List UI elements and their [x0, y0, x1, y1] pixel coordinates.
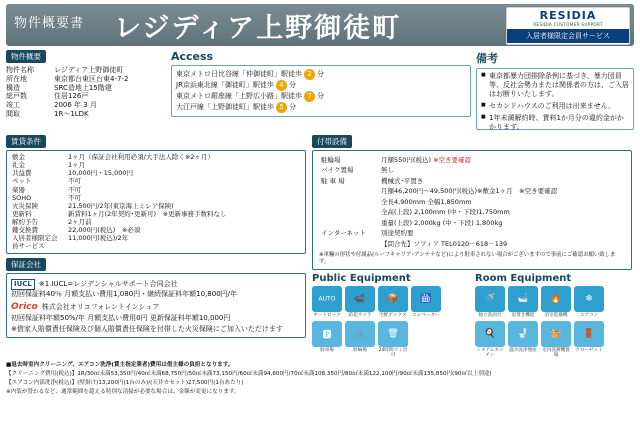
equipment-table: [316, 154, 628, 250]
bicycle-parking-icon: 🚲: [345, 321, 375, 347]
table-row: [9, 186, 303, 194]
remarks-title: 備考: [476, 52, 498, 65]
fee-value: 11,000円(税込)/2年: [68, 234, 129, 243]
fee-key: 火災保険: [12, 201, 38, 210]
access-text: 東京メトロ日比谷線「仲御徒町」駅徒歩: [176, 70, 302, 79]
auto-lock-icon: AUTO: [312, 286, 342, 312]
air-conditioner-icon: ❄: [574, 286, 604, 312]
icon-caption: システムキッチン: [476, 348, 504, 359]
guarantee-panel: [6, 273, 306, 339]
guarantee-column: [6, 258, 306, 339]
remark-item: ■ 東京都暴力団排除条例に基づき、暴力団員等、反社会勢力または関係者の方は、ご入居はお断りいたします。: [481, 72, 629, 99]
facility-icon-item: [508, 321, 538, 358]
guarantee-note: ※借家人賠償責任保険及び個人賠償責任保険を付帯した火災保険にご加入いただけます: [11, 324, 283, 333]
equipment-column: [312, 135, 632, 358]
header-label: 物件概要書: [14, 16, 85, 31]
fee-value: 不可: [68, 185, 81, 194]
row-key: 構造: [6, 83, 20, 92]
access-text: JR京浜東北線「御徒町」駅徒歩: [176, 81, 274, 90]
table-row: [9, 161, 303, 169]
equipment-value: 機械式･平置き: [381, 176, 424, 185]
equipment-caution: ※車輛の形状や付属品(ルーフキャリア･アンテナなど)により駐車されない場合がございますので事前にご確認お願い致します。: [319, 251, 616, 265]
facility-icon-item: [541, 286, 571, 318]
fees-title: 賃貸条件: [6, 135, 46, 148]
icon-caption: 24時間ゴミ出可: [378, 348, 408, 359]
iucl-logo: IUCL: [11, 279, 35, 290]
delivery-box-icon: 📦: [378, 286, 408, 312]
fee-key: SOHO: [12, 193, 32, 202]
overview-column: [6, 50, 166, 130]
remark-item: ■ 1年未満解約時、賃料1か月分の違約金がかかります。: [481, 114, 629, 132]
guarantee-line: 株式会社オリコフォレントインシュア: [41, 302, 160, 311]
access-line: [176, 69, 466, 80]
logo-sub: RESIDIA CUSTOMER SUPPORT: [533, 22, 603, 27]
guarantee-brand-iucl: [11, 279, 301, 290]
fee-key: 更新料: [12, 209, 32, 218]
parking-icon: 🅿: [312, 321, 342, 347]
footnote-line: ■退去時室内クリーニング、エアコン洗浄(賃主指定業者)費用は借主様の負担となります。: [6, 362, 234, 369]
overview-title: 物件概要: [6, 50, 46, 63]
availability-mark: ※空き要確認: [433, 156, 472, 164]
room-equipment-column: [475, 273, 632, 358]
middle-section: [6, 135, 634, 358]
facility-icon-item: [312, 321, 342, 358]
public-equipment-icons: [312, 286, 469, 358]
guarantee-brand-orico: [11, 301, 301, 313]
access-column: [171, 50, 471, 130]
remarks-column: [476, 50, 634, 130]
row-value: 東京都台東区台東4-7-2: [54, 74, 129, 83]
row-key: 物件名称: [6, 66, 34, 74]
overview-list: [6, 66, 166, 119]
icon-caption: 追焚き機能: [511, 312, 535, 318]
fee-value: 1ヶ月（保証会社利用必須/大手法人除く※2ヶ月）: [68, 153, 214, 161]
logo-band: 入居者様限定会員サービス: [507, 29, 629, 43]
access-unit: 分: [288, 81, 296, 90]
icon-caption: オートロック: [313, 312, 341, 318]
top-section: [6, 50, 634, 130]
table-row: [9, 194, 303, 202]
fee-key: 敷金: [12, 153, 25, 161]
room-equipment-title: Room Equipment: [475, 272, 572, 284]
fees-table: [9, 153, 303, 251]
facility-icon-item: [574, 321, 604, 358]
fee-value: 10,000円・15,000円: [68, 169, 133, 178]
parking-detail: 重量(上段) 2,000kg (中・下段) 1,800kg: [381, 218, 503, 227]
parking-detail: 全高(上段) 2,100mm (中・下段)1,750mm: [381, 208, 510, 217]
row-value: SRC造地上15階建: [54, 83, 112, 92]
table-row: [318, 229, 626, 237]
equipment-title: 付帯設備: [312, 135, 352, 148]
table-row: [318, 166, 626, 174]
row-value: レジディア上野御徒町: [54, 66, 124, 74]
guarantee-line: 初回保証料40％ 月額支払い費用1,080円・継続保証料年額10,800円/年: [11, 289, 238, 298]
row-value: 1R～1LDK: [54, 109, 89, 118]
overview-row: [6, 84, 166, 93]
fee-value: 新賃料1ヶ月(2年契約･更新可) ※更新事務手数料なし: [68, 209, 227, 218]
fee-value: 不可: [68, 193, 81, 202]
row-key: 間取: [6, 109, 20, 118]
walk-minutes-badge: 2: [304, 69, 315, 80]
table-row: [9, 169, 303, 177]
icon-caption: エレベーター: [412, 312, 440, 318]
table-row: [318, 156, 626, 164]
fee-key: 礼金: [12, 161, 25, 170]
row-key: 総戸数: [6, 92, 27, 101]
overview-row: [6, 92, 166, 101]
parking-detail: 全長4,900mm 全幅1,850mm: [381, 197, 472, 206]
fee-value: 2ヶ月前: [68, 218, 92, 226]
residia-logo: [506, 7, 630, 45]
property-title: レジディア上野御徒町: [114, 13, 402, 44]
icon-caption: 温水洗浄便座: [509, 348, 537, 354]
overview-row: [6, 75, 166, 84]
remarks-list: [477, 69, 633, 139]
fee-value: 1ヶ月: [68, 161, 86, 170]
fee-key: 楽器: [12, 185, 25, 194]
access-text: 大江戸線「上野御徒町」駅徒歩: [176, 103, 274, 112]
walk-minutes-badge: 5: [276, 102, 287, 113]
facility-icons-section: [312, 273, 632, 358]
fee-key: 鍵交換費: [12, 226, 38, 235]
table-row: [318, 187, 626, 195]
footnote-line: ※内装が替わるなど、通常範囲を超える特別な清掃が必要な場合は、金額が変更になります。: [6, 389, 240, 396]
fees-panel: [6, 150, 306, 254]
overview-row: [6, 66, 166, 75]
table-row: [9, 177, 303, 185]
walk-minutes-badge: 7: [304, 91, 315, 102]
facility-icon-item: [475, 286, 505, 318]
guarantee-line: 初回保証料年額50%/年 月額支払い費用0円 更新保証料年額10,000円: [11, 313, 231, 322]
facility-icon-item: [378, 321, 408, 358]
walk-minutes-badge: 4: [276, 80, 287, 91]
table-row: [9, 210, 303, 218]
overview-row: [6, 101, 166, 110]
internet-key: インターネット: [321, 229, 366, 238]
row-value: 2006 年 3 月: [54, 101, 97, 109]
table-row: [318, 240, 626, 248]
guarantee-line: ※1 IUCL=レジデンシャルサポート合同会社: [38, 279, 178, 288]
facility-icon-item: [574, 286, 604, 318]
access-text: 東京メトロ銀座線「上野広小路」駅徒歩: [176, 92, 302, 101]
table-row: [318, 219, 626, 227]
public-equipment-column: [312, 273, 469, 358]
washstand-icon: 🚿: [475, 286, 505, 312]
washlet-icon: 🚽: [508, 321, 538, 347]
icon-caption: 防犯カメラ: [348, 312, 372, 318]
table-row: [318, 198, 626, 206]
access-unit: 分: [289, 103, 296, 112]
facility-icon-item: [345, 286, 375, 318]
footnote-line: 【クリーニング費用(税込)】1R/30㎡未満53,350円/40㎡未満68,750円/50㎡未満73,150円/60㎡未満94,600円/70㎡未満108,350円/80㎡未満122,100円/90㎡未満135,850円(90㎡以上別途): [6, 371, 492, 378]
orico-logo: Orico: [11, 302, 38, 313]
fee-key: 共益費: [12, 169, 32, 178]
icon-caption: 室内洗濯機置場: [542, 348, 570, 359]
facility-icon-item: [541, 321, 571, 358]
equipment-key: 駐 車 場: [321, 176, 345, 185]
access-unit: 分: [317, 92, 324, 101]
row-value: 住居126戸: [54, 92, 89, 101]
fee-key: 入居者様限定会員サービス: [12, 234, 58, 251]
footnote-line: 【エアコン内部洗浄(税込)】(壁掛け)13,200円(1台のみ)/(天井カセット)27,500円(1台あたり): [6, 380, 244, 387]
document-header: [6, 4, 634, 46]
parking-detail: 月額46,200円～49,500円(税込)※敷金1ヶ月 ※空き要確認: [381, 187, 558, 196]
access-panel: [171, 65, 471, 117]
fee-key: 解約予告: [12, 218, 38, 226]
facility-icon-item: [312, 286, 342, 318]
fee-value: 不可: [68, 177, 81, 186]
icon-caption: 駐車場: [320, 348, 334, 354]
equipment-panel: [312, 150, 632, 270]
table-row: [9, 153, 303, 161]
table-row: [9, 218, 303, 226]
footnotes: [6, 361, 634, 396]
public-equipment-title: Public Equipment: [312, 272, 411, 284]
security-camera-icon: 📹: [345, 286, 375, 312]
garbage-icon: 🗑: [378, 321, 408, 347]
overview-row: [6, 110, 166, 119]
system-kitchen-icon: 🍳: [475, 321, 505, 347]
equipment-value: 無し: [381, 166, 394, 175]
fees-column: [6, 135, 306, 358]
contact-info: 【問合先】ソフィア TEL0120－618－139: [381, 239, 508, 248]
elevator-icon: 🛗: [411, 286, 441, 312]
remark-item: ■ セカンドハウスのご利用は出来ません。: [481, 102, 629, 111]
facility-icon-item: [411, 286, 441, 318]
closet-icon: 🚪: [574, 321, 604, 347]
icon-caption: 浴室乾燥機: [544, 312, 568, 318]
access-title: Access: [171, 50, 214, 63]
reheating-bath-icon: 🛁: [508, 286, 538, 312]
access-unit: 分: [317, 70, 324, 79]
internet-value: 別途契約要: [381, 229, 414, 238]
row-key: 所在地: [6, 74, 27, 83]
icon-caption: クローゼット: [575, 348, 603, 354]
facility-icon-item: [475, 321, 505, 358]
facility-icon-item: [508, 286, 538, 318]
access-line: [176, 91, 466, 102]
equipment-value: 月額550円(税込): [381, 156, 431, 164]
icon-caption: エアコン: [579, 312, 599, 318]
guarantee-title: 保証会社: [6, 258, 46, 271]
table-row: [318, 177, 626, 185]
access-line: [176, 80, 466, 91]
facility-icon-item: [378, 286, 408, 318]
table-row: [9, 202, 303, 210]
table-row: [318, 208, 626, 216]
icon-caption: 宅配ボックス: [379, 312, 407, 318]
fee-value: 22,000円(税込) ※必須: [68, 226, 141, 235]
row-key: 竣工: [6, 101, 20, 109]
washer-space-icon: 🧺: [541, 321, 571, 347]
table-row: [9, 234, 303, 250]
bath-dryer-icon: 🔥: [541, 286, 571, 312]
fee-key: ペット: [12, 177, 32, 186]
logo-main: RESIDIA: [539, 9, 597, 22]
fee-value: 21,500円/2年(東京海上ミレア保険): [68, 201, 174, 210]
icon-caption: 独立洗面台: [478, 312, 502, 318]
facility-icon-item: [345, 321, 375, 358]
room-equipment-icons: [475, 286, 632, 358]
equipment-key: 駐輪場: [321, 156, 341, 164]
remarks-panel: [476, 68, 634, 130]
equipment-key: バイク置場: [321, 166, 354, 175]
icon-caption: 駐輪場: [353, 348, 367, 354]
access-line: [176, 102, 466, 113]
